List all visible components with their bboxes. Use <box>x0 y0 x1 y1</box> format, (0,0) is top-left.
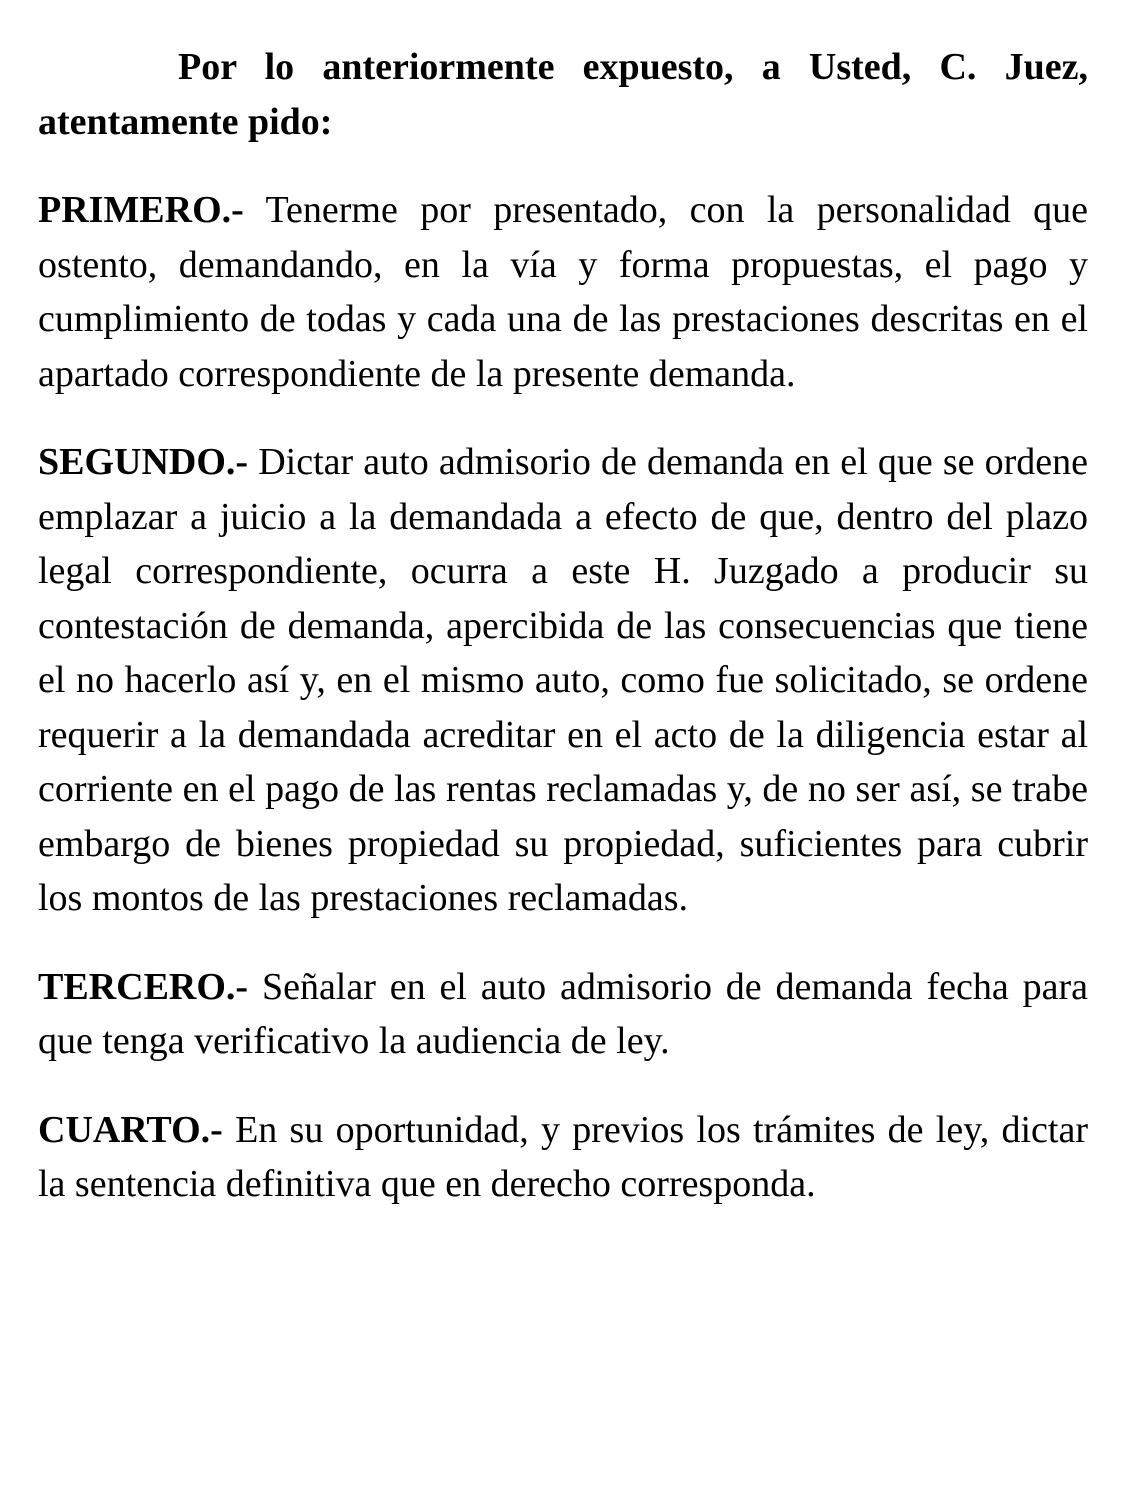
petition-text: En su oportunidad, y previos los trámites de ley, dictar la sentencia definitiva que en derecho corresponda. <box>38 1108 1089 1205</box>
petition-segundo <box>38 435 1088 926</box>
petition-primero <box>38 183 1088 401</box>
petition-text: Señalar en el auto admisorio de demanda fecha para que tenga verificativo la audiencia de ley. <box>38 965 1089 1062</box>
petition-text: Dictar auto admisorio de demanda en el que se ordene emplazar a juicio a la demandada a efecto de que, dentro del plazo legal correspondiente, ocurra a este H. Juzgado a producir su contestación de demanda, apercibida de las consecuencias que tiene el no hacerlo así y, en el mismo auto, como fue solicitado, se ordene requerir a la demandada acreditar en el acto de la diligencia estar al corriente en el pago de las rentas reclamadas y, de no ser así, se trabe embargo de bienes propiedad su propiedad, suficientes para cubrir los montos de las prestaciones reclamadas. <box>38 441 1088 919</box>
intro-paragraph: Por lo anteriormente expuesto, a Usted, C. Juez, atentamente pido: <box>38 46 1088 143</box>
petition-label: PRIMERO.- <box>38 189 244 231</box>
petition-label: SEGUNDO.- <box>38 441 249 483</box>
petition-cuarto <box>38 1103 1088 1212</box>
petition-text: Tenerme por presentado, con la personalidad que ostento, demandando, en la vía y forma propuestas, el pago y cumplimiento de todas y cada una de las prestaciones descritas en el apartado correspondiente de la presente demanda. <box>38 189 1088 395</box>
petition-label: CUARTO.- <box>38 1108 223 1151</box>
petition-label: TERCERO.- <box>38 965 249 1008</box>
petition-tercero <box>38 960 1088 1069</box>
